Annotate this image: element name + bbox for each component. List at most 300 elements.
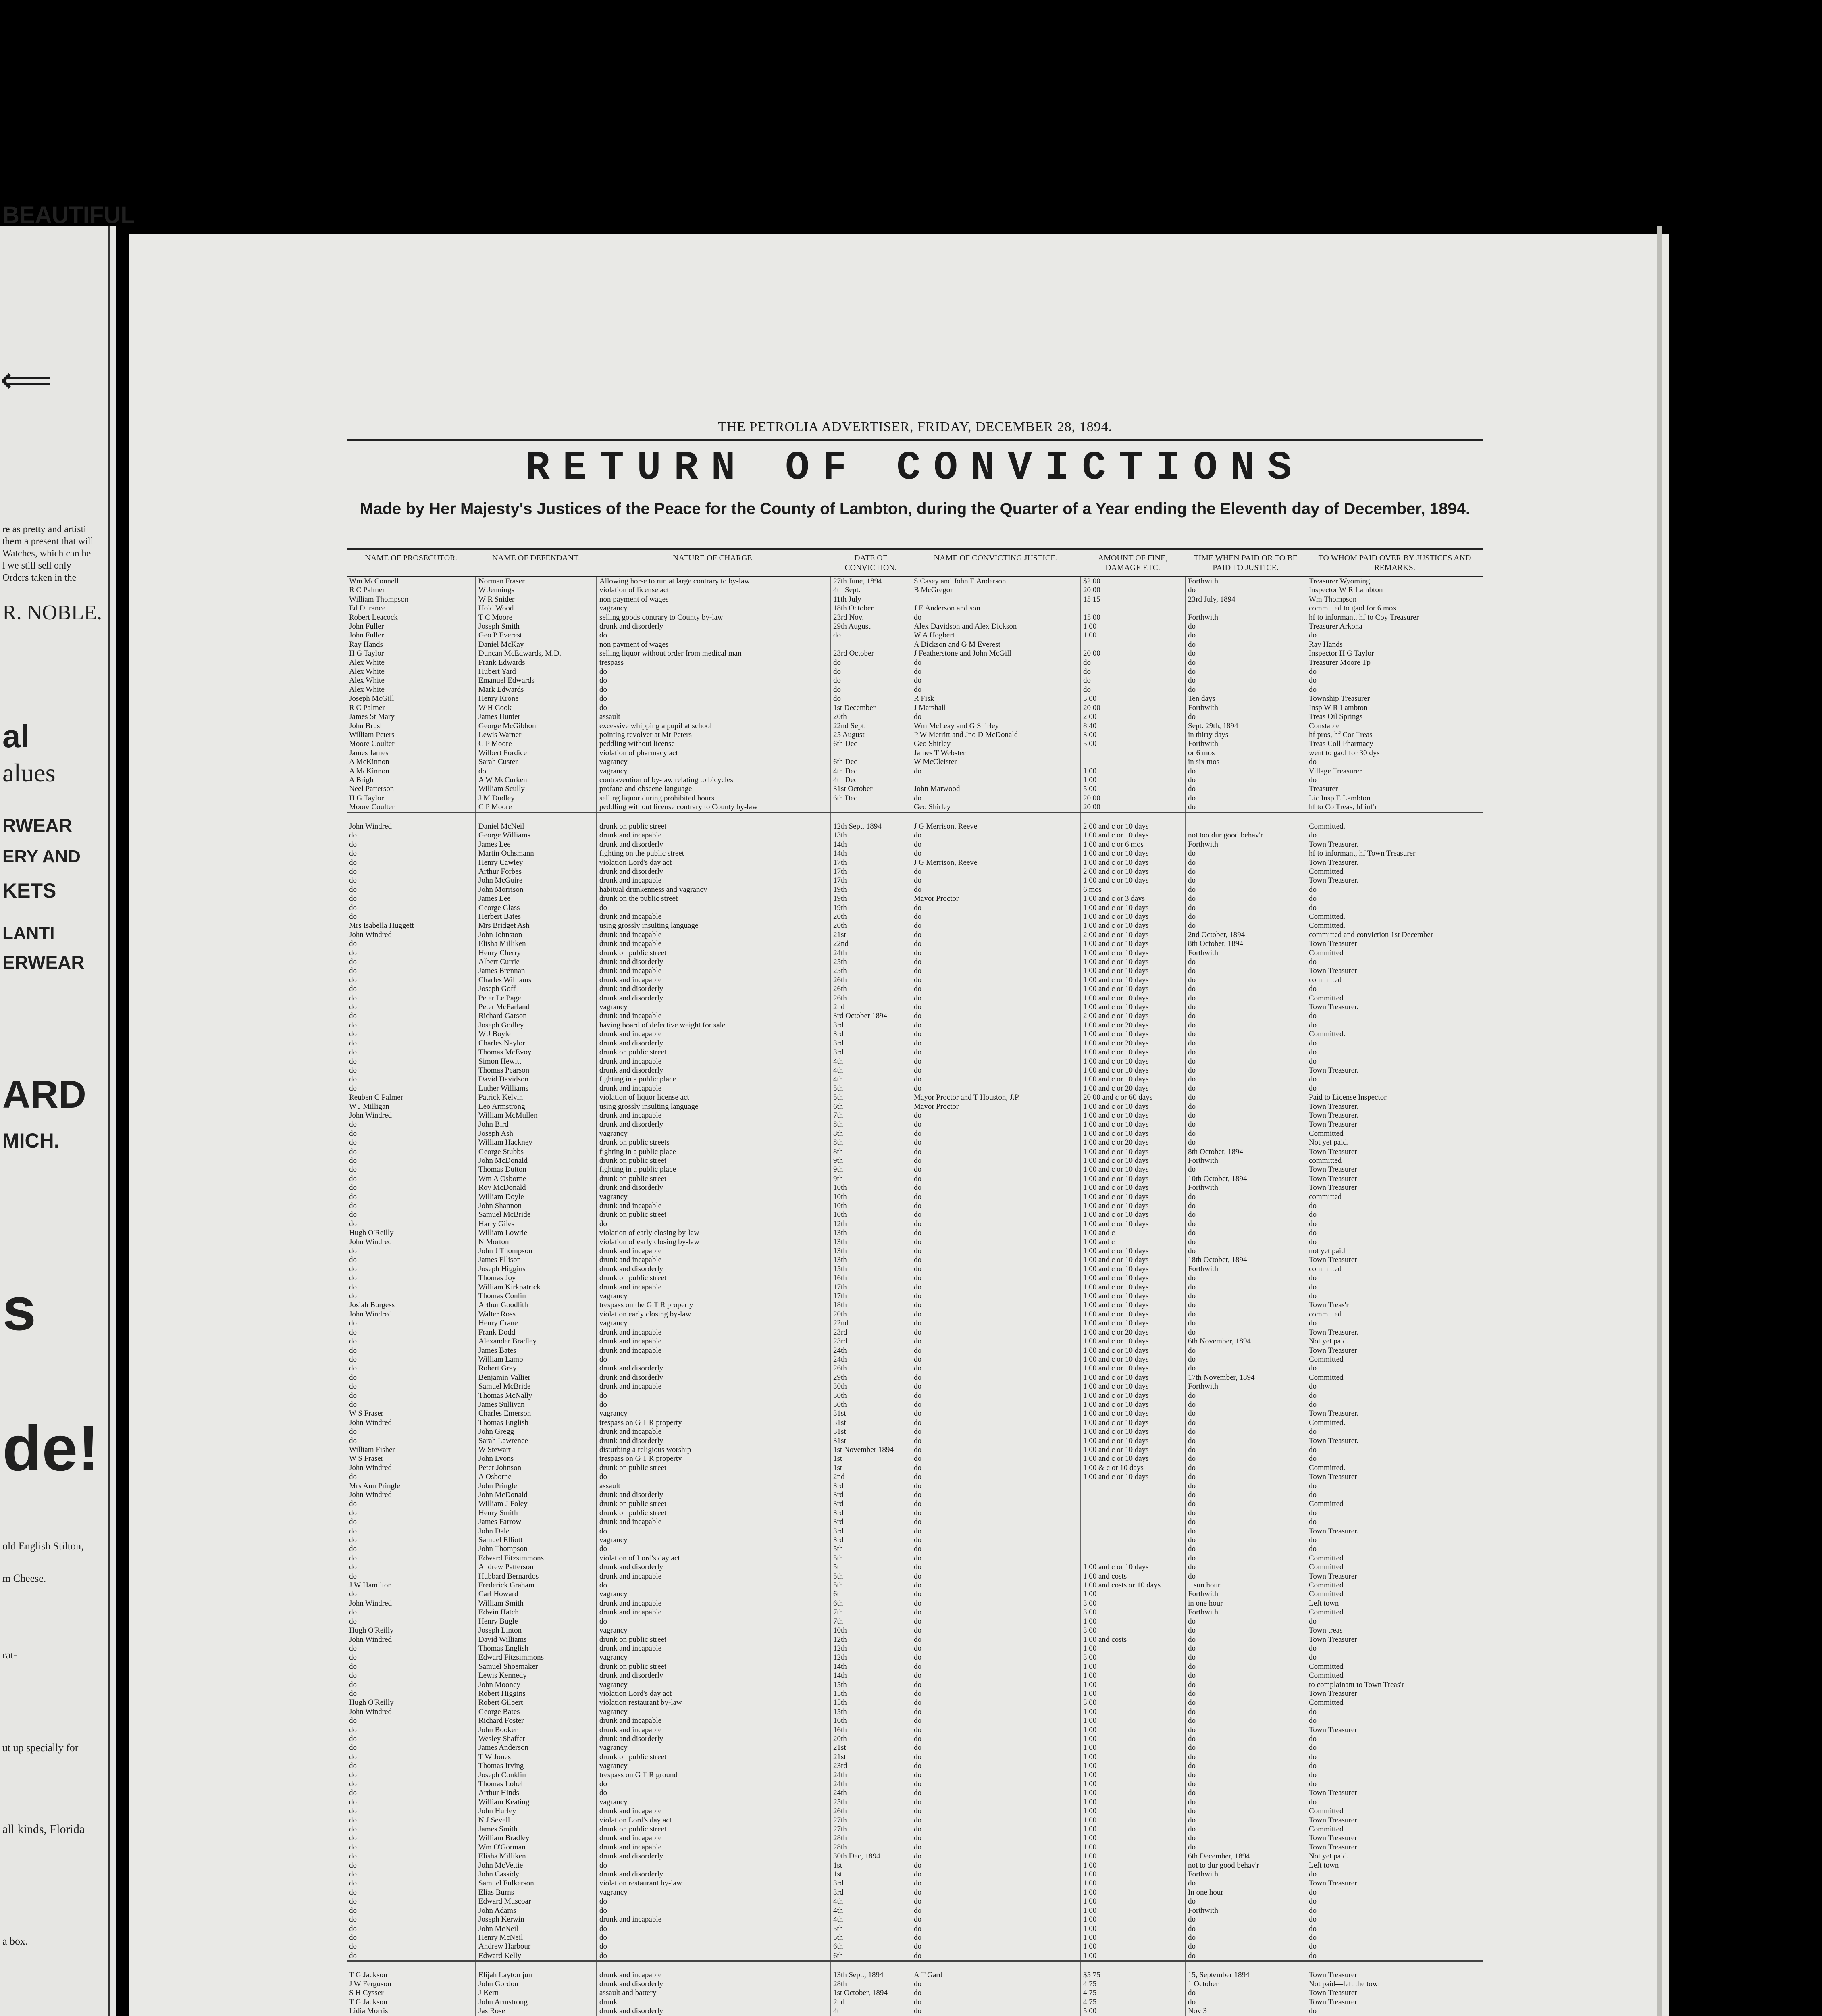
table-cell: Thomas Irving [476,1762,597,1770]
table-cell: John Pringle [476,1482,597,1491]
table-cell: drunk on public street [597,1175,830,1183]
table-cell: drunk and disorderly [597,1364,830,1373]
table-cell: 1 00 and c [1080,1229,1185,1237]
table-cell: Committed [1306,1581,1483,1590]
table-cell: drunk and incapable [597,976,830,985]
table-cell: do [597,1951,830,1961]
table-cell: do [349,1617,357,1626]
table-cell: Sept. 29th, 1894 [1185,722,1306,731]
ad-fragment-line: Orders taken in the [2,573,77,583]
table-cell: W J Boyle [476,1030,597,1039]
table-cell: do [830,685,911,694]
table-cell: do [1185,1662,1306,1671]
table-cell: drunk and incapable [597,939,830,948]
table-cell: 1 00 and c or 10 days [1080,1102,1185,1111]
table-cell: 20th [830,912,911,921]
table-cell: 20 00 [1080,586,1185,595]
table-cell: do [1306,1292,1483,1301]
table-cell: Treasurer [1306,785,1483,793]
table-cell: peddling without license [597,739,830,748]
table-cell: drunk on the public street [597,894,830,903]
table-cell: 15 00 [1080,613,1185,622]
table-cell: 5th [830,1581,911,1590]
table-cell: 3rd [830,1039,911,1048]
table-row [347,1780,1483,1789]
table-cell: drunk on public street [597,1274,830,1283]
table-cell: George Stubbs [476,1148,597,1156]
table-row [347,1021,1483,1030]
table-row [347,1644,1483,1653]
table-cell: 20th [830,921,911,930]
table-cell: Town Treasurer [1306,1971,1483,1980]
table-cell: Committed [1306,1500,1483,1508]
table-cell: Arthur Hinds [476,1789,597,1797]
table-cell: do [911,1861,1080,1870]
table-cell: J G Merrison, Reeve [911,822,1080,831]
table-cell: do [911,1980,1080,1989]
table-cell: do [830,694,911,703]
table-row [347,1400,1483,1409]
table-cell: 5th [830,1093,911,1102]
table-cell: Committed [1306,1662,1483,1671]
table-row [347,577,1483,586]
table-cell: Robert Gray [476,1364,597,1373]
table-cell: Elisha Milliken [476,1852,597,1861]
table-row [347,722,1483,731]
table-cell: do [349,1328,357,1337]
table-cell: do [597,1861,830,1870]
table-cell: do [349,1951,357,1960]
table-cell: 3rd [830,1527,911,1536]
table-cell: do [911,1870,1080,1879]
table-cell: William Doyle [476,1193,597,1202]
table-cell: Treas Coll Pharmacy [1306,739,1483,748]
table-cell: do [911,1608,1080,1617]
table-cell: do [349,1662,357,1671]
table-cell: drunk and disorderly [597,1491,830,1500]
table-cell: Richard Foster [476,1716,597,1725]
table-cell: 19th [830,904,911,912]
table-cell: 4 75 [1080,1989,1185,1997]
table-cell: Forthwith [1185,1156,1306,1165]
table-cell: 1 00 [1080,1852,1185,1861]
table-row [347,1753,1483,1762]
convictions-rows [347,577,1483,2016]
table-cell: do [1185,1735,1306,1743]
table-cell: do [1185,1482,1306,1491]
table-cell: do [1185,1653,1306,1662]
table-cell: do [1306,1942,1483,1951]
table-cell: 20 00 [1080,803,1185,812]
table-cell: Wesley Shaffer [476,1735,597,1743]
table-row [347,1879,1483,1888]
table-cell [1080,1527,1185,1536]
table-cell: do [349,1590,357,1599]
ad-fragment-line: KETS [2,879,56,902]
table-cell: Not paid—left the town [1306,1980,1483,1989]
table-cell: 8th [830,1138,911,1147]
table-row [347,1789,1483,1797]
table-cell: 1 00 and c or 10 days [1080,976,1185,985]
table-cell: 8th October, 1894 [1185,939,1306,948]
table-cell: do [1185,1283,1306,1292]
table-cell: 1 00 and c or 10 days [1080,1355,1185,1364]
table-cell: 27th June, 1894 [830,577,911,586]
table-row [347,1418,1483,1427]
table-cell: do [1306,1735,1483,1743]
table-cell: James Lee [476,840,597,849]
table-cell: 3 00 [1080,694,1185,703]
table-cell: do [349,1472,357,1481]
table-cell: Peter McFarland [476,1003,597,1012]
table-cell: do [911,1906,1080,1915]
table-cell [597,812,830,822]
table-cell: 13th [830,1238,911,1247]
table-cell: do [1185,1030,1306,1039]
table-row [347,1048,1483,1057]
table-cell: Emanuel Edwards [476,676,597,685]
table-row [347,1689,1483,1698]
table-cell: do [349,1373,357,1382]
table-row [347,1681,1483,1689]
table-cell: Joseph Linton [476,1626,597,1635]
table-cell: do [1306,1870,1483,1879]
table-row [347,1464,1483,1472]
table-cell: Geo Shirley [911,803,1080,812]
table-cell: 4th [830,1897,911,1906]
table-cell: Hugh O'Reilly [349,1626,394,1635]
table-cell: 8th [830,1148,911,1156]
table-cell [1080,604,1185,613]
table-cell: do [911,1989,1080,1997]
table-cell: do [349,993,357,1002]
table-row [347,1274,1483,1283]
table-cell: 3rd [830,1518,911,1527]
table-row [347,776,1483,785]
table-cell: do [1306,1491,1483,1500]
table-cell: do [1080,658,1185,667]
table-cell: do [349,1508,357,1517]
ad-fragment-line: m Cheese. [2,1572,46,1584]
table-cell: do [911,767,1080,776]
table-cell: do [1185,1915,1306,1924]
table-cell: 31st [830,1437,911,1445]
table-cell: do [1306,1617,1483,1626]
table-cell: 4th [830,1906,911,1915]
table-cell: do [911,1120,1080,1129]
table-cell: W McCleister [911,758,1080,766]
table-cell: do [1185,1843,1306,1852]
ad-fragment-line: Watches, which can be [2,548,91,559]
table-cell: 6th [830,1942,911,1951]
table-cell: W Stewart [476,1445,597,1454]
table-row [347,1608,1483,1617]
table-cell [830,749,911,758]
page-subtitle: Made by Her Majesty's Justices of the Peace for the County of Lambton, during the Quarter of a Year ending the Eleventh day of December, 1894. [360,500,1470,518]
table-cell: do [911,867,1080,876]
table-cell: disturbing a religious worship [597,1445,830,1454]
table-row [347,1039,1483,1048]
table-cell: 13th [830,831,911,840]
table-cell: do [1306,1057,1483,1066]
table-cell: hf to Co Treas, hf inf'r [1306,803,1483,812]
table-cell: drunk on public street [597,1464,830,1472]
table-cell: drunk and incapable [597,1346,830,1355]
table-cell: 29th [830,1373,911,1382]
table-cell: 1 00 [1080,1735,1185,1743]
table-cell: 16th [830,1274,911,1283]
table-cell: 12th Sept, 1894 [830,822,911,831]
table-cell: do [1185,876,1306,885]
table-cell: drunk and disorderly [597,1066,830,1075]
table-row [347,1075,1483,1084]
table-cell: do [349,1689,357,1698]
table-cell: David Davidson [476,1075,597,1084]
table-cell: A McKinnon [349,758,389,766]
table-cell: do [1306,1716,1483,1725]
table-row [347,1626,1483,1635]
table-cell: Joseph Goff [476,985,597,993]
newspaper-page [129,234,1669,2016]
table-cell: Sarah Custer [476,758,597,766]
table-cell: do [349,1436,357,1445]
table-cell: do [911,1572,1080,1581]
table-cell: drunk and incapable [597,912,830,921]
table-cell: do [1306,1906,1483,1915]
table-cell: John Windred [349,1111,392,1120]
table-cell: do [911,1879,1080,1888]
table-cell [347,812,476,822]
table-cell: 1 00 and c or 6 mos [1080,840,1185,849]
table-cell: do [1185,1021,1306,1030]
table-cell: do [911,1509,1080,1518]
table-cell: 12th [830,1653,911,1662]
table-row [347,1726,1483,1735]
table-cell: Committed. [1306,1464,1483,1472]
table-cell: do [1306,1708,1483,1716]
table-cell: 9th [830,1165,911,1174]
table-cell: do [1306,685,1483,694]
table-cell: James Sullivan [476,1400,597,1409]
table-cell: do [1185,867,1306,876]
table-cell: 2 00 and c or 10 days [1080,931,1185,939]
table-cell: do [911,1599,1080,1608]
table-cell: 24th [830,949,911,958]
table-cell: Peter Johnson [476,1464,597,1472]
table-cell [1185,604,1306,613]
table-cell: assault [597,1482,830,1491]
table-cell: do [1306,1454,1483,1463]
table-cell: R C Palmer [349,703,385,712]
table-cell: vagrancy [597,1888,830,1897]
table-cell: 17th [830,1283,911,1292]
table-cell: Committed [1306,1554,1483,1563]
table-cell: 2 00 and c or 10 days [1080,867,1185,876]
table-cell: 1 00 and c or 10 days [1080,1337,1185,1346]
table-cell: violation of pharmacy act [597,749,830,758]
table-cell: 1 00 [1080,631,1185,640]
table-cell: 3rd [830,1048,911,1057]
table-cell: do [911,1726,1080,1735]
table-cell: do [911,1617,1080,1626]
table-row [347,749,1483,758]
table-cell: do [349,1364,357,1373]
table-cell: do [911,912,1080,921]
table-cell: William Thompson [349,595,409,604]
table-cell: drunk and incapable [597,1084,830,1093]
table-cell: John Booker [476,1726,597,1735]
table-cell: 18th October, 1894 [1185,1256,1306,1264]
table-cell: John Marwood [911,785,1080,793]
column-header: DATE OF CONVICTION. [830,549,911,577]
table-cell: fighting in a public place [597,1148,830,1156]
table-cell: do [349,849,357,858]
table-cell: drunk and incapable [597,1382,830,1391]
table-cell: do [1185,1879,1306,1888]
table-cell: do [911,1265,1080,1274]
table-cell: do [1185,1617,1306,1626]
table-cell: 23rd [830,1337,911,1346]
table-cell: do [1185,1545,1306,1554]
table-cell: do [349,1084,357,1093]
table-cell: do [911,1183,1080,1192]
table-row [347,958,1483,966]
table-cell: do [1306,1897,1483,1906]
table-row [347,1897,1483,1906]
table-cell: do [349,1825,357,1834]
table-cell: do [1185,921,1306,930]
table-cell: 20th [830,1735,911,1743]
table-cell: 1 00 [1080,1924,1185,1933]
table-cell: do [1185,1220,1306,1229]
table-cell: do [349,1770,357,1779]
table-cell: 3 00 [1080,1653,1185,1662]
table-cell: 1 00 and c or 10 days [1080,1391,1185,1400]
table-cell: John Gregg [476,1427,597,1436]
table-cell: Forthwith [1185,1183,1306,1192]
table-cell: do [911,1202,1080,1210]
table-cell: do [1306,1888,1483,1897]
table-cell: do [1306,1202,1483,1210]
table-cell: Elisha Milliken [476,939,597,948]
adjacent-page-fragment [0,202,135,2016]
table-cell: 1 00 and c or 10 days [1080,1165,1185,1174]
table-row [347,1382,1483,1391]
table-cell: violation of liquor license act [597,1093,830,1102]
table-cell: drunk and disorderly [597,994,830,1003]
table-cell: 1 00 [1080,1689,1185,1698]
table-cell: do [349,1400,357,1409]
table-cell: do [349,1834,357,1843]
table-cell: John Brush [349,721,384,730]
table-cell: 4th Dec [830,776,911,785]
table-cell: do [911,1210,1080,1219]
table-row [347,858,1483,867]
table-cell: do [911,1743,1080,1752]
table-cell: Town Treasurer [1306,939,1483,948]
table-cell [1185,822,1306,831]
table-cell: do [349,1391,357,1400]
table-cell: do [911,840,1080,849]
table-cell: J Marshall [911,704,1080,712]
table-cell: John J Thompson [476,1247,597,1256]
table-cell: 3rd [830,1888,911,1897]
table-cell: drunk and incapable [597,1057,830,1066]
table-cell: Frank Dodd [476,1328,597,1337]
table-cell: 3 00 [1080,731,1185,739]
table-cell: James Lee [476,894,597,903]
table-cell: contravention of by-law relating to bicycles [597,776,830,785]
table-cell: do [1185,1111,1306,1120]
table-row [347,1924,1483,1933]
table-row [347,595,1483,604]
table-cell: do [1306,1762,1483,1770]
table-cell: 3rd [830,1030,911,1039]
table-cell: John Shannon [476,1202,597,1210]
table-cell: 17th [830,1292,911,1301]
table-cell: John Windred [349,1310,392,1318]
table-cell: do [911,1951,1080,1961]
table-cell: C P Moore [476,739,597,748]
table-cell: 9th [830,1156,911,1165]
table-cell: 3rd [830,1500,911,1508]
table-cell: In one hour [1185,1888,1306,1897]
table-cell: vagrancy [597,1681,830,1689]
table-cell [597,1961,830,1971]
table-row [347,931,1483,939]
table-cell: do [1185,1328,1306,1337]
table-cell: do [1306,1509,1483,1518]
table-row [347,613,1483,622]
table-cell: drunk and disorderly [597,1373,830,1382]
table-cell [1080,749,1185,758]
table-cell: do [911,876,1080,885]
table-cell: do [1306,1012,1483,1020]
table-cell: Carl Howard [476,1590,597,1599]
table-cell: Lic Insp E Lambton [1306,794,1483,803]
table-cell: do [1306,1753,1483,1762]
table-cell: do [349,1382,357,1391]
table-cell: do [911,1057,1080,1066]
table-cell: 27th [830,1825,911,1834]
table-cell: Mrs Bridget Ash [476,921,597,930]
table-cell: 20 00 [1080,704,1185,712]
table-cell: William Peters [349,730,395,739]
table-cell: do [911,966,1080,975]
table-row [347,694,1483,703]
table-cell: Ray Hands [1306,640,1483,649]
table-cell: 15, September 1894 [1185,1971,1306,1980]
table-cell: William Bradley [476,1834,597,1843]
table-cell: do [597,1545,830,1554]
table-cell: do [349,1057,357,1066]
table-cell: 1 00 and c or 10 days [1080,1437,1185,1445]
table-row [347,1980,1483,1989]
table-cell: T G Jackson [349,1970,387,1979]
table-cell: do [911,1346,1080,1355]
table-cell: drunk and incapable [597,1030,830,1039]
table-cell: John Johnston [476,931,597,939]
table-row [347,1355,1483,1364]
table-cell: John Armstrong [476,1998,597,2007]
table-cell: do [911,1816,1080,1825]
table-row [347,1003,1483,1012]
table-cell: 1 00 and c or 10 days [1080,921,1185,930]
table-cell: Walter Ross [476,1310,597,1319]
table-cell: do [1185,1346,1306,1355]
table-cell: 25 August [830,731,911,739]
table-cell: do [1185,1509,1306,1518]
